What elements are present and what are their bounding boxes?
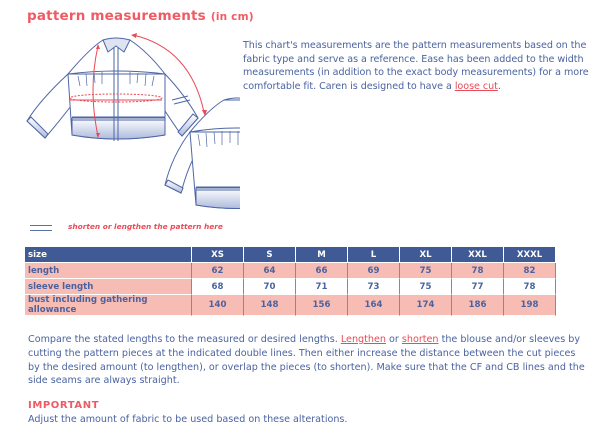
blouse-illustration [0, 20, 240, 220]
table-cell: 75 [400, 263, 452, 279]
shorten-link[interactable]: shorten [401, 334, 439, 345]
header-size: L [348, 247, 400, 263]
table-cell: 71 [296, 279, 348, 295]
double-line-icon [30, 225, 52, 231]
table-cell: 156 [296, 295, 348, 316]
title-main: pattern measurements [27, 8, 206, 24]
table-cell: 70 [244, 279, 296, 295]
intro-text: This chart's measurements are the pattern measurements based on the fabric type and serve as a reference. Ease has been added to the width measurements (in addition to the exact body measurements) for a more comfortable fit. Caren is designed to have a [243, 40, 589, 92]
instructions-paragraph [28, 333, 588, 388]
header-size: M [296, 247, 348, 263]
header-size: XL [400, 247, 452, 263]
table-row [25, 263, 556, 279]
row-label: sleeve length [25, 279, 192, 295]
loose-cut-link[interactable]: loose cut [454, 80, 498, 92]
table-cell: 140 [192, 295, 244, 316]
table-cell: 78 [504, 279, 556, 295]
table-cell: 186 [452, 295, 504, 316]
table-cell: 82 [504, 263, 556, 279]
table-cell: 64 [244, 263, 296, 279]
table-cell: 164 [348, 295, 400, 316]
important-note: Adjust the amount of fabric to be used based on these alterations. [28, 414, 348, 425]
table-cell: 78 [452, 263, 504, 279]
table-cell: 148 [244, 295, 296, 316]
lengthen-link[interactable]: Lengthen [340, 334, 386, 345]
table-cell: 68 [192, 279, 244, 295]
header-size-label: size [25, 247, 192, 263]
table-cell: 69 [348, 263, 400, 279]
intro-text-end: . [497, 80, 501, 92]
instructions-text: Compare the stated lengths to the measured or desired lengths. [28, 334, 341, 345]
header-size: S [244, 247, 296, 263]
table-cell: 174 [400, 295, 452, 316]
table-row [25, 295, 556, 316]
table-cell: 62 [192, 263, 244, 279]
table-cell: 73 [348, 279, 400, 295]
header-size: XS [192, 247, 244, 263]
header-size: XXXL [504, 247, 556, 263]
header-size: XXL [452, 247, 504, 263]
important-heading: IMPORTANT [28, 400, 100, 411]
table-cell: 77 [452, 279, 504, 295]
intro-paragraph [243, 39, 598, 93]
table-cell: 66 [296, 263, 348, 279]
title-unit: (in cm) [210, 11, 254, 23]
instructions-text: or [385, 334, 402, 345]
row-label: length [25, 263, 192, 279]
table-cell: 198 [504, 295, 556, 316]
table-row [25, 279, 556, 295]
instructions-text: the blouse and/or sleeves by cutting the pattern pieces at the indicated double lines. Then either increase the distance between the cut pieces by the desired amount (to lengthen), or overlap the pieces (to shorten). Make sure that the CF and CB lines and the side seams are always straight. [28, 334, 585, 387]
table-cell: 75 [400, 279, 452, 295]
size-table [25, 247, 556, 316]
legend-text: shorten or lengthen the pattern here [68, 222, 223, 231]
row-label: bust including gathering allowance [25, 295, 192, 316]
table-header-row [25, 247, 556, 263]
